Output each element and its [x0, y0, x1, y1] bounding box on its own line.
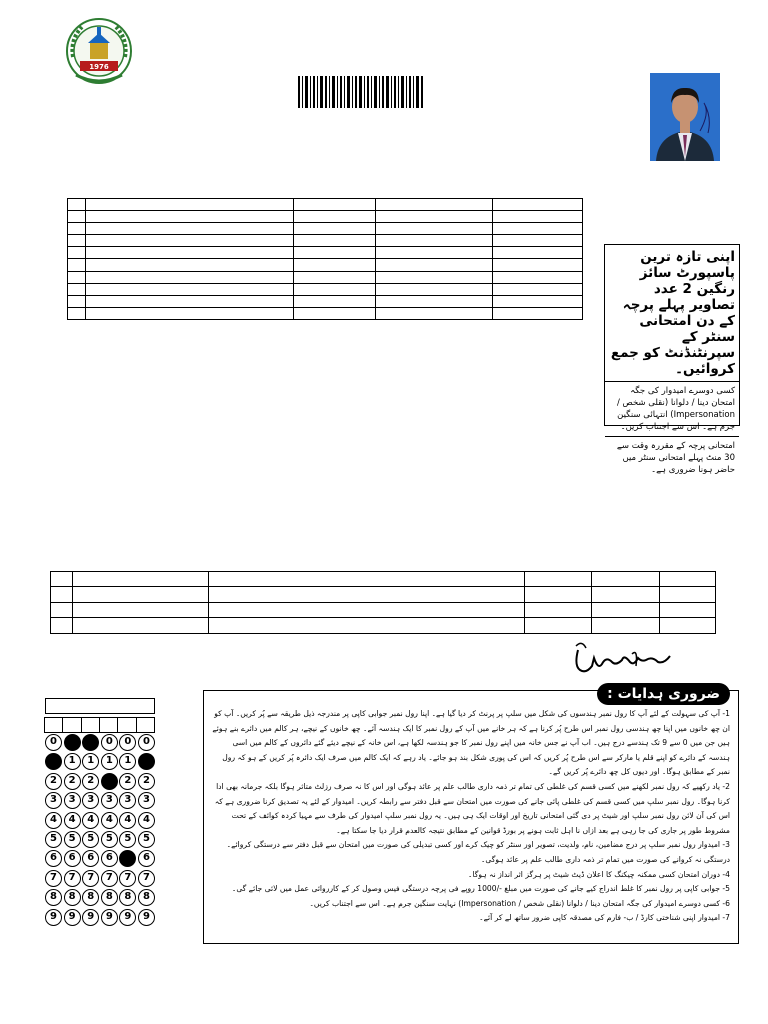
roll-digit-bubble[interactable]: 2: [82, 773, 99, 790]
roll-digit-bubble[interactable]: 4: [101, 812, 118, 829]
instructions-title: ضروری ہدایات :: [597, 683, 730, 705]
roll-digit-bubble[interactable]: 4: [82, 812, 99, 829]
roll-digit-bubble[interactable]: 3: [119, 792, 136, 809]
roll-digit-bubble[interactable]: 7: [138, 870, 155, 887]
roll-digit-bubble[interactable]: 5: [45, 831, 62, 848]
roll-digit-bubble[interactable]: 3: [64, 792, 81, 809]
roll-digit-bubble[interactable]: 3: [45, 792, 62, 809]
table-row: [68, 235, 583, 247]
instruction-item: 1- آپ کی سہولت کے لئے آپ کا رول نمبر ہندسوں کی شکل میں سلپ پر پرنٹ کر دیا گیا ہے۔ اپنا رول نمبر جوابی کاپی پر مندرجہ ذیل طریقہ سے پُر کریں۔ آپ کو ان چھ خانوں میں اپنا چھ ہندسی رول نمبر اس طرح پُر کرنا ہے کہ ہر خانے میں آپ کے رول نمبر کا ایک ہندسہ آئے۔ چھ خانوں کے نیچے، ہر کالم میں دائرے بنے ہوئے ہیں جن میں 0 سے 9 تک ہندسے درج ہیں۔ اب آپ نے جس خانہ میں اپنے رول نمبر کا جو ہندسہ لکھا ہے، اس خانہ کے نیچے دیئے گئے دائروں کے کالم میں اسی ہندسہ کے دائرے کو اپنے قلم یا مارکر سے اس طرح پُر کریں کہ اس کی پوری شکل بند ہو جائے۔ یاد رہے کہ ایک کالم میں صرف ایک دائرہ پُر کریں کے ہو کہ رول نمبر کے مطابق ہوگا۔ اور دیوں کل چھ دائرے پُر کریں گے۔: [212, 709, 730, 777]
table-row: [68, 295, 583, 307]
board-logo: [64, 17, 134, 87]
roll-digit-bubble[interactable]: 0: [119, 734, 136, 751]
roll-digit-bubble[interactable]: 2: [45, 773, 62, 790]
roll-digit-bubble[interactable]: 5: [101, 831, 118, 848]
roll-digit-bubble[interactable]: 9: [64, 909, 81, 926]
roll-digit-bubble[interactable]: 8: [101, 889, 118, 906]
roll-digit-bubble[interactable]: 4: [119, 812, 136, 829]
logo-year: 1976: [89, 63, 109, 71]
roll-digit-bubble[interactable]: 6: [45, 850, 62, 867]
roll-digit-bubble[interactable]: 7: [101, 870, 118, 887]
roll-digit-bubble[interactable]: 3: [138, 792, 155, 809]
roll-digit-bubble[interactable]: 4: [64, 812, 81, 829]
candidate-photo-icon: [650, 73, 720, 161]
roll-digit-bubble[interactable]: 0: [138, 734, 155, 751]
roll-digit-bubble[interactable]: 2: [64, 773, 81, 790]
notice-box: [604, 244, 740, 475]
digit-cell[interactable]: [99, 717, 118, 733]
roll-digit-bubble[interactable]: 1: [119, 753, 136, 770]
digit-cell[interactable]: [136, 717, 155, 733]
instruction-item: 3- امیدوار رول نمبر سلپ پر درج مضامین، نام، ولدیت، تصویر اور سنٹر کو چیک کرے اور کسی تبدیلی کی صورت میں امتحان سے قبل دفتر سے درستگی کروائے۔ درستگی نہ کروانے کی صورت میں تمام تر ذمہ داری طالب علم پر عائد ہوگی۔: [226, 840, 730, 864]
table-row: [68, 259, 583, 271]
candidate-signature-icon: [572, 636, 676, 678]
roll-digit-bubble[interactable]: 2: [138, 773, 155, 790]
roll-digit-bubble[interactable]: 5: [82, 831, 99, 848]
roll-digit-bubble[interactable]: 8: [82, 889, 99, 906]
table-row: [51, 618, 716, 633]
roll-digit-bubble[interactable]: 7: [119, 870, 136, 887]
roll-digit-bubble[interactable]: 5: [64, 831, 81, 848]
roll-digit-bubble[interactable]: 8: [64, 889, 81, 906]
roll-digit-bubble[interactable]: 2: [101, 773, 118, 790]
digit-cell[interactable]: [117, 717, 136, 733]
roll-digit-bubble[interactable]: 5: [119, 831, 136, 848]
roll-digit-bubble[interactable]: 9: [45, 909, 62, 926]
instruction-item: 5- جوابی کاپی پر رول نمبر کا غلط اندراج کیے جانے کی صورت میں مبلغ -/1000 روپے فی پرچہ درستگی فیس وصول کر کے کارروائی عمل میں لائی جائے گی۔: [231, 884, 730, 894]
roll-digit-bubble[interactable]: 6: [82, 850, 99, 867]
roll-digit-bubble[interactable]: 6: [119, 850, 136, 867]
roll-digit-bubble[interactable]: 8: [119, 889, 136, 906]
signature: [572, 636, 676, 678]
roll-digit-bubble[interactable]: 7: [45, 870, 62, 887]
roll-digit-bubble[interactable]: 4: [45, 812, 62, 829]
roll-digit-bubble[interactable]: 0: [82, 734, 99, 751]
instructions-box: [203, 686, 739, 944]
roll-number-digit-cells: [45, 717, 155, 733]
roll-digit-bubble[interactable]: 3: [101, 792, 118, 809]
roll-digit-bubble[interactable]: 8: [138, 889, 155, 906]
date-sheet-table: [50, 571, 716, 634]
digit-cell[interactable]: [44, 717, 63, 733]
roll-digit-bubble[interactable]: 9: [119, 909, 136, 926]
roll-digit-bubble[interactable]: 0: [101, 734, 118, 751]
reporting-time-note: امتحانی پرچہ کے مقررہ وقت سے 30 منٹ پہلے امتحانی سنٹر میں حاضر ہونا ضروری ہے۔: [616, 441, 735, 475]
roll-digit-bubble[interactable]: 2: [119, 773, 136, 790]
digit-cell[interactable]: [81, 717, 100, 733]
table-row: [68, 307, 583, 319]
roll-digit-bubble[interactable]: 0: [64, 734, 81, 751]
roll-digit-bubble[interactable]: 7: [82, 870, 99, 887]
impersonation-warning: کسی دوسرے امیدوار کی جگہ امتحان دینا / دلوانا (نقلی شخص / Impersonation) انتہائی سنگین جرم ہے۔ اس سے اجتناب کریں۔: [605, 382, 739, 437]
digit-cell[interactable]: [62, 717, 81, 733]
roll-digit-bubble[interactable]: 9: [82, 909, 99, 926]
roll-number-write-box[interactable]: [45, 698, 155, 714]
subjects-table: [67, 198, 583, 320]
roll-digit-bubble[interactable]: 9: [138, 909, 155, 926]
roll-digit-bubble[interactable]: 1: [101, 753, 118, 770]
instruction-item: 4- دوران امتحان کسی ممکنہ چیکنگ کا اعلان ڈیٹ شیٹ پر ہرگز اثر انداز نہ ہوگا۔: [467, 869, 730, 879]
roll-digit-bubble[interactable]: 8: [45, 889, 62, 906]
table-row: [51, 587, 716, 602]
table-row: [68, 247, 583, 259]
roll-digit-bubble[interactable]: 0: [45, 734, 62, 751]
table-row: [51, 602, 716, 617]
roll-digit-bubble[interactable]: 1: [138, 753, 155, 770]
roll-digit-bubble[interactable]: 1: [45, 753, 62, 770]
instruction-item: 6- کسی دوسرے امیدوار کی جگہ امتحان دینا / دلوانا (نقلی شخص / Impersonation) نہایت سنگین جرم ہے۔ اس سے اجتناب کریں۔: [309, 898, 730, 908]
roll-digit-bubble[interactable]: 6: [138, 850, 155, 867]
roll-digit-bubble[interactable]: 9: [101, 909, 118, 926]
photo-instruction: اپنی تازہ ترین پاسپورٹ سائز رنگین 2 عدد تصاویر پہلے پرچہ کے دن امتحانی سنٹر کے سپرنٹنڈنٹ کو جمع کروائیں۔: [605, 245, 739, 382]
barcode-icon: [298, 76, 424, 108]
roll-digit-bubble[interactable]: 5: [138, 831, 155, 848]
roll-digit-bubble[interactable]: 6: [101, 850, 118, 867]
instruction-item: 7- امیدوار اپنی شناختی کارڈ / ب- فارم کی مصدقہ کاپی ضرور ساتھ لے کر آئے۔: [479, 913, 730, 923]
candidate-photo: [650, 73, 720, 161]
roll-digit-bubble[interactable]: 4: [138, 812, 155, 829]
table-row: [68, 271, 583, 283]
roll-digit-bubble[interactable]: 6: [64, 850, 81, 867]
roll-digit-bubble[interactable]: 1: [82, 753, 99, 770]
barcode: [298, 76, 424, 108]
roll-digit-bubble[interactable]: 3: [82, 792, 99, 809]
table-row: [51, 572, 716, 587]
instructions-body: [212, 707, 730, 926]
roll-digit-bubble[interactable]: 1: [64, 753, 81, 770]
table-row: [68, 283, 583, 295]
instruction-item: 2- یاد رکھیے کہ رول نمبر لکھنے میں کسی قسم کی غلطی کی تمام تر ذمہ داری طالب علم پر عائد ہوگی اور اس کا نہ صرف رزلٹ متاثر ہوگا بلکہ جرمانہ بھی ادا کرنا ہوگا۔ رول نمبر سلپ میں کسی قسم کی غلطی پائی جانے کی صورت میں امتحان سے قبل دفتر سے رابطہ کریں۔ امیدوار کے لئے یہ تصدیق کرنا ضروری ہے کہ اس کی آن لائن رول نمبر سلپ اور شیٹ پر دی گئی امتحانی تاریخ اور اوقات ایک ہی ہیں۔ یہ رول نمبر سلپ امیدوار کی طرف سے مہیا کردہ کوائف کے تحت مشروط طور پر جاری کی جا رہی ہے بعد ازاں نا اہل ثابت ہونے پر بورڈ قوانین کے مطابق نتیجہ کالعدم قرار دیا جا سکتا ہے۔: [214, 781, 730, 835]
board-crest-icon: [64, 17, 134, 87]
roll-digit-bubble[interactable]: 7: [64, 870, 81, 887]
table-row: [68, 211, 583, 223]
table-row: [68, 223, 583, 235]
table-row: [68, 199, 583, 211]
